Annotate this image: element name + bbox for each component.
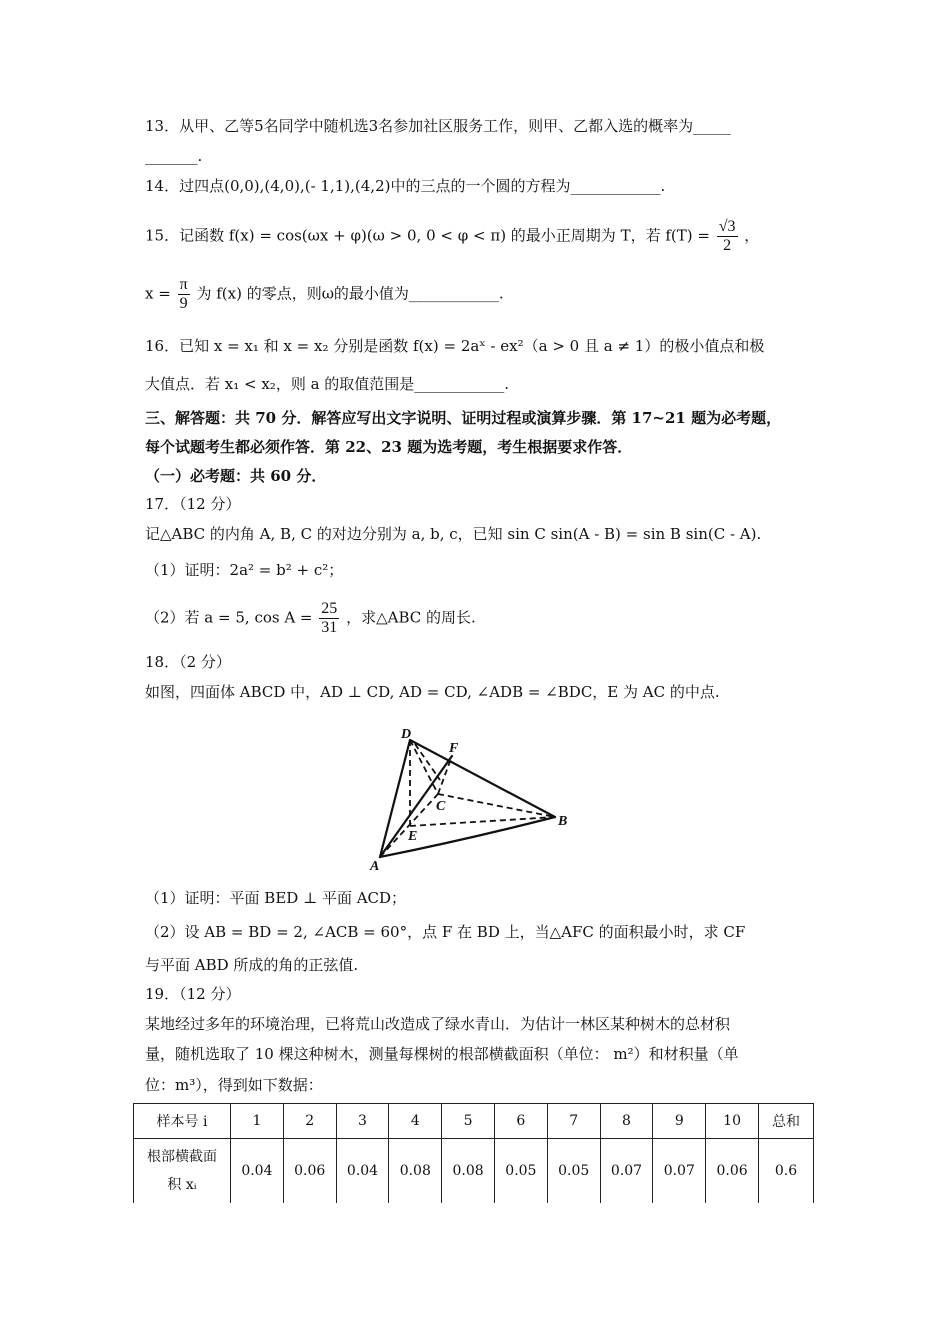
table-cell: 0.05 (547, 1139, 600, 1204)
q19-line1: 某地经过多年的环境治理，已将荒山改造成了绿水青山．为估计一林区某种树木的总材积 (145, 1015, 731, 1033)
q18-part2-line2: 与平面 ABD 所成的角的正弦值. (145, 956, 359, 974)
section3-line1: 三、解答题：共 70 分．解答应写出文字说明、证明过程或演算步骤．第 17~21 题为必考题， (145, 409, 782, 427)
table-row (134, 1139, 814, 1204)
q18-head: 18．（2 分） (145, 653, 231, 671)
q15-line2-text: 为 f(x) 的零点，则ω的最小值为____________. (196, 284, 504, 303)
table-total: 0.6 (759, 1139, 814, 1204)
label-A: A (370, 859, 380, 872)
q19-head: 19．（12 分） (145, 985, 241, 1003)
tetrahedron-figure (365, 722, 585, 872)
section3-line2: 每个试题考生都必须作答．第 22、23 题为选考题，考生根据要求作答． (145, 438, 633, 456)
q15-frac2-den: 9 (179, 295, 188, 312)
edge-AB (380, 817, 555, 857)
q15-line1-text: 15．记函数 f(x) = cos(ωx + φ)(ω > 0, 0 < φ < π) 的最小正周期为 T，若 f(T) = (145, 226, 710, 245)
header-col: 9 (653, 1104, 706, 1139)
label-E: E (408, 829, 418, 844)
row-label (134, 1139, 231, 1204)
q18-stem: 如图，四面体 ABCD 中，AD ⊥ CD, AD = CD, ∠ADB = ∠BDC，E 为 AC 的中点. (145, 683, 720, 701)
header-col: 3 (336, 1104, 389, 1139)
q18-part1: （1）证明：平面 BED ⊥ 平面 ACD； (145, 889, 407, 907)
q17-part2-text: （2）若 a = 5, cos A = (145, 608, 313, 627)
table-cell: 0.08 (389, 1139, 442, 1204)
q14-text: 14．过四点(0,0),(4,0),(- 1,1),(4,2)中的三点的一个圆的方程为____________. (145, 177, 666, 195)
section3-sub: （一）必考题：共 60 分． (145, 467, 327, 485)
table-cell: 0.06 (283, 1139, 336, 1204)
table-cell: 0.04 (336, 1139, 389, 1204)
label-F: F (449, 741, 459, 756)
table-header-row (134, 1104, 814, 1139)
header-col: 4 (389, 1104, 442, 1139)
row-label-line1: 根部横截面 (147, 1149, 217, 1165)
label-D: D (401, 727, 412, 742)
q15-fraction-sqrt3-2 (717, 218, 738, 255)
table-cell: 0.05 (494, 1139, 547, 1204)
q15-frac-den: 2 (723, 237, 732, 254)
q17-frac-den: 31 (321, 619, 338, 636)
header-col: 2 (283, 1104, 336, 1139)
header-label: 样本号 i (134, 1104, 231, 1139)
table-cell: 0.07 (600, 1139, 653, 1204)
table-cell: 0.07 (653, 1139, 706, 1204)
header-col: 10 (706, 1104, 759, 1139)
q15-frac-num: √3 (718, 218, 736, 235)
q15-fraction-pi-9 (178, 276, 190, 313)
q13-line1: 13．从甲、乙等5名同学中随机选3名参加社区服务工作，则甲、乙都入选的概率为_____ (145, 117, 731, 135)
table-cell: 0.04 (231, 1139, 284, 1204)
q15-line1 (145, 218, 759, 255)
q17-frac-num: 25 (321, 600, 338, 617)
header-col: 1 (231, 1104, 284, 1139)
table-cell: 0.08 (442, 1139, 495, 1204)
q16-line1: 16．已知 x = x₁ 和 x = x₂ 分别是函数 f(x) = 2aˣ - ex²（a > 0 且 a ≠ 1）的极小值点和极 (145, 337, 765, 355)
q19-line3: 位：m³），得到如下数据： (145, 1076, 323, 1094)
q17-stem: 记△ABC 的内角 A, B, C 的对边分别为 a, b, c，已知 sin C sin(A - B) = sin B sin(C - A). (145, 525, 762, 543)
edge-DB (410, 740, 555, 817)
q18-part2-line1: （2）设 AB = BD = 2, ∠ACB = 60°，点 F 在 BD 上，当△AFC 的面积最小时，求 CF (145, 923, 746, 941)
header-col: 8 (600, 1104, 653, 1139)
q15-line2-x: x = (145, 284, 171, 303)
q15-line1-end: ， (744, 226, 760, 245)
edge-CF (438, 756, 452, 794)
table-cell: 0.06 (706, 1139, 759, 1204)
q15-frac2-num: π (179, 276, 188, 293)
header-total: 总和 (759, 1104, 814, 1139)
header-col: 6 (494, 1104, 547, 1139)
header-col: 5 (442, 1104, 495, 1139)
q16-line2: 大值点．若 x₁ < x₂，则 a 的取值范围是____________. (145, 375, 510, 393)
q17-part2 (145, 600, 476, 637)
row-label-line2: 积 xᵢ (167, 1177, 197, 1193)
label-B: B (558, 814, 568, 829)
edge-CB (438, 794, 555, 817)
q17-fraction-25-31 (319, 600, 339, 637)
q17-part1: （1）证明：2a² = b² + c²； (145, 561, 344, 579)
q13-line2: _______. (145, 147, 203, 165)
q19-line2: 量，随机选取了 10 棵这种树木，测量每棵树的根部横截面积（单位： m²）和材积量（单 (145, 1045, 739, 1063)
q17-head: 17．（12 分） (145, 495, 241, 513)
q17-part2-end: ，求△ABC 的周长. (346, 608, 476, 627)
data-table (133, 1103, 814, 1203)
label-C: C (436, 799, 446, 814)
header-col: 7 (547, 1104, 600, 1139)
q15-line2 (145, 276, 504, 313)
